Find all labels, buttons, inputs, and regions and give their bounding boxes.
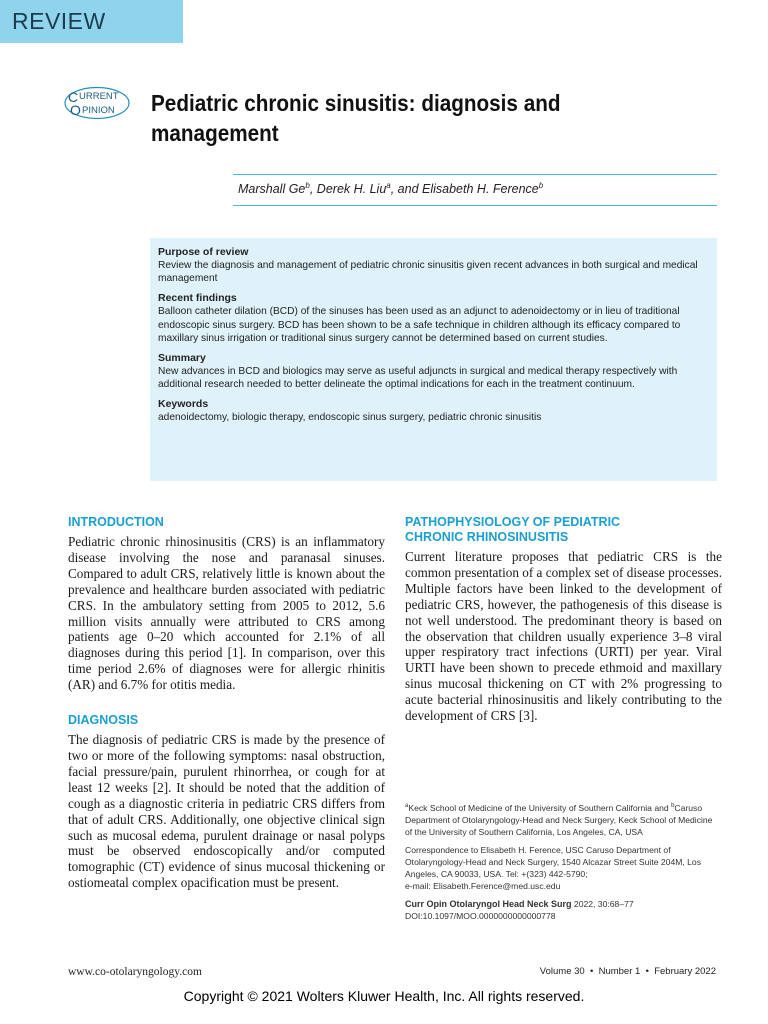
summary-heading: Summary <box>158 352 206 365</box>
purpose-heading: Purpose of review <box>158 246 249 258</box>
journal-website: www.co-otolaryngology.com <box>68 966 202 978</box>
issue-info: Volume 30 • Number 1 • February 2022 <box>539 966 716 977</box>
logo-big-o: O <box>70 102 81 118</box>
diagnosis-heading: DIAGNOSIS <box>68 713 139 728</box>
authors-bottom-rule <box>233 205 717 206</box>
authors-top-rule <box>233 174 717 175</box>
email-address: e-mail: Elisabeth.Ference@med.usc.edu <box>405 880 561 891</box>
findings-heading: Recent findings <box>158 292 237 305</box>
current-opinion-logo <box>64 86 132 120</box>
affiliations-block <box>405 800 720 928</box>
summary-text: New advances in BCD and biologics may serve as useful adjuncts in surgical and medical therapy respectively with additional research needed to better delineate the optimal indications for each in the treatment continuum. <box>158 366 678 391</box>
diagnosis-text: The diagnosis of pediatric CRS is made by the presence of two or more of the following symptoms: nasal obstruction, facial pressure/pain, purulent rhinorrhea, or cough for at least 12 weeks [2]. It should be noted that the addition of cough as a diagnostic criteria in pediatric CRS differs from that of adult CRS. Additionally, one objective clinical sign such as mucosal edema, purulent drainage or nasal polyps must be observed endoscopically and/or computed tomographic (CT) evidence of sinus mucosal thickening or ostiomeatal complex opacification must be present. <box>68 732 385 891</box>
affiliation-lines: $^a$Keck School of Medicine of the University of Southern California and $^b$Caruso Department of Otolaryngology-Head and Neck Surgery, Keck School of Medicine of the University of Southern California, Los Angeles, CA, USA <box>405 802 713 837</box>
author-name: Elisabeth H. Ference <box>422 182 539 197</box>
author-list <box>238 181 543 196</box>
keywords-heading: Keywords <box>158 398 209 411</box>
article-title: Pediatric chronic sinusitis: diagnosis and management <box>151 90 561 146</box>
author-affil-sup: a <box>386 181 391 190</box>
author-affil-sup: b <box>305 181 310 190</box>
purpose-text: Review the diagnosis and management of pediatric chronic sinusitis given recent advances in both surgical and medical management <box>158 260 698 285</box>
introduction-text: Pediatric chronic rhinosinusitis (CRS) is an inflammatory disease involving the nose and paranasal sinuses. Compared to adult CRS, relatively little is known about the prevalence and healthcare burden associated with pediatric CRS. In the ambulatory setting from 2005 to 2012, 5.6 million visits annually were attributed to CRS among patients age 0–20 which accounted for 2.1% of all diagnoses during this period [1]. In comparison, over this time period 2.6% of diagnoses were for allergic rhinitis (AR) and 6.7% for otitis media. <box>68 534 385 693</box>
logo-line-1: URRENT <box>79 91 119 102</box>
review-tab: REVIEW <box>0 0 183 43</box>
author-separator: , <box>309 182 317 197</box>
right-column <box>405 515 722 724</box>
left-column <box>68 515 385 891</box>
logo-line-2: PINION <box>82 105 115 116</box>
introduction-heading: INTRODUCTION <box>68 515 164 529</box>
doi: DOI:10.1097/MOO.0000000000000778 <box>405 910 556 921</box>
pathophysiology-text: Current literature proposes that pediatric CRS is the common presentation of a complex set of disease processes. Multiple factors have been linked to the development of pediatric CRS, however, the pathogenesis of this disease is not well understood. The predominant theory is based on the observation that children usually experience 3–8 viral upper respiratory tract infections (URTI) per year. Viral URTI have been shown to precede ethmoid and maxillary sinus mucosal thickening on CT with 2% progressing to acute bacterial rhinosinusitis and likely contributing to the development of CRS [3]. <box>405 549 722 724</box>
logo-big-c: C <box>68 89 79 105</box>
abstract-box <box>150 238 717 481</box>
author-name: Marshall Ge <box>238 182 306 197</box>
author-affil-sup: b <box>538 181 544 190</box>
keywords-text: adenoidectomy, biologic therapy, endoscopic sinus surgery, pediatric chronic sinusitis <box>158 412 542 424</box>
copyright-notice: Copyright © 2021 Wolters Kluwer Health, Inc. All rights reserved. <box>183 988 585 1004</box>
author-separator: , and <box>390 182 423 197</box>
findings-text: Balloon catheter dilation (BCD) of the sinuses has been used as an adjunct to adenoidectomy or in lieu of traditional endoscopic sinus surgery. BCD has been shown to be a safe technique in children although its efficacy compared to maxillary sinus irrigation or traditional sinus surgery cannot be determined based on current studies. <box>158 306 681 344</box>
author-name: Derek H. Liu <box>316 182 387 197</box>
pathophysiology-heading: PATHOPHYSIOLOGY OF PEDIATRIC CHRONIC RHINOSINUSITIS <box>405 515 621 544</box>
correspondence: Correspondence to Elisabeth H. Ference, USC Caruso Department of Otolaryngology-Head and Neck Surgery, 1540 Alcazar Street Suite 204M, Los Angeles, CA 90033, USA. Tel: +(323) 442-5790; e-mail: Elisabeth.Ference@med.usc.edu <box>405 844 702 891</box>
citation: Curr Opin Otolaryngol Head Neck Surg 2022, 30:68–77 DOI:10.1097/MOO.0000000000000778 <box>405 898 634 921</box>
